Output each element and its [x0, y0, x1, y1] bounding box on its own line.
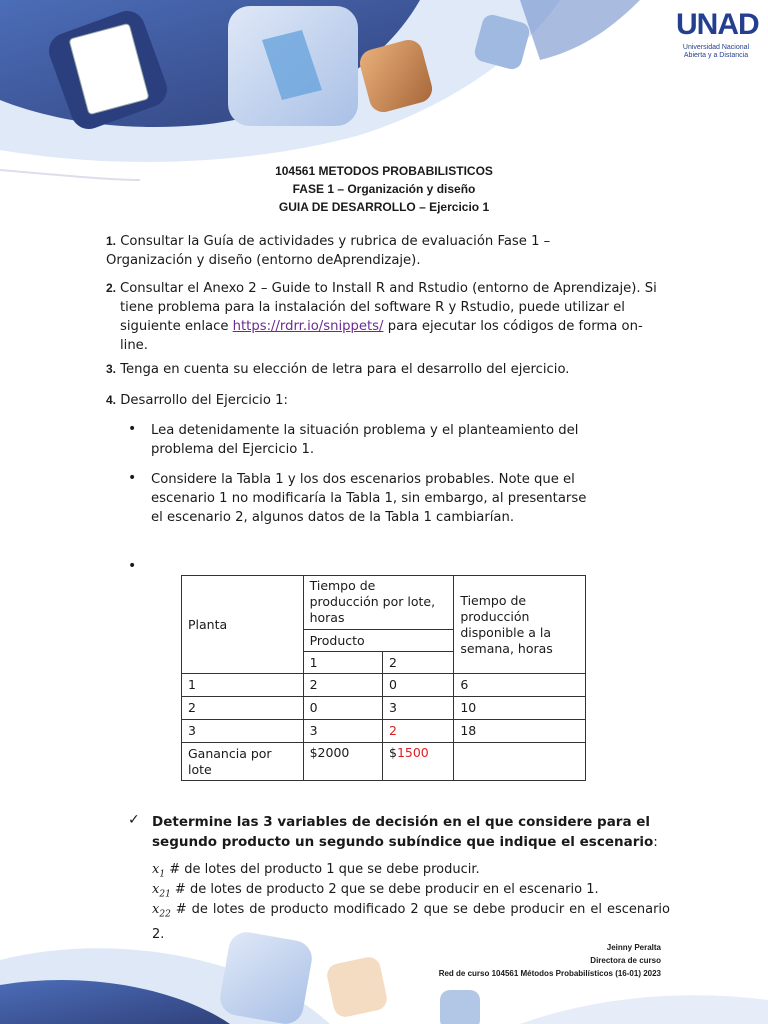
item-4-text: Desarrollo del Ejercicio 1: [120, 393, 288, 408]
logo-mark: UNAD [676, 8, 759, 41]
table-row [182, 720, 586, 743]
item-4: 4. Desarrollo del Ejercicio 1: [106, 393, 288, 408]
cell-p1: 2 [303, 674, 382, 697]
variable-x21: $x_{21}$ # de lotes de producto 2 que se debe producir en el escenario 1. [152, 882, 599, 900]
cell-planta: 3 [182, 720, 304, 743]
unad-logo [676, 6, 759, 60]
cell-ganancia-p1: $2000 [303, 743, 382, 781]
item-2-number: 2. [106, 281, 117, 295]
question-text: Determine las 3 variables de decisión en el que considere para el segundo producto un segundo subíndice que indique el escenario: [152, 814, 658, 850]
cell-empty [454, 743, 586, 781]
production-table [181, 575, 586, 781]
item-3-text: Tenga en cuenta su elección de letra para el desarrollo del ejercicio. [120, 362, 570, 377]
cell-disponible: 18 [454, 720, 586, 743]
cell-ganancia-label: Ganancia por lote [182, 743, 304, 781]
cell-planta: 2 [182, 697, 304, 720]
bullet-icon: • [128, 421, 137, 437]
bullet-1-text: Lea detenidamente la situación problema y el planteamiento del problema del Ejercicio 1. [151, 423, 579, 457]
logo-line-2: Abierta y a Distancia [683, 52, 749, 59]
bullet-icon: • [128, 558, 137, 574]
footer-role: Directora de curso [590, 956, 661, 965]
cell-disponible: 6 [454, 674, 586, 697]
footer-signature [439, 941, 661, 980]
variable-x22: $x_{22}$ # de lotes de producto modificado 2 que se debe producir en el escenario 2. [152, 902, 670, 942]
cell-planta: 1 [182, 674, 304, 697]
cell-ganancia-p2: $1500 [382, 743, 453, 781]
item-3: 3. Tenga en cuenta su elección de letra para el desarrollo del ejercicio. [106, 362, 570, 377]
item-2-text: Consultar el Anexo 2 – Guide to Install R and Rstudio (entorno de Aprendizaje). Si tiene problema para la instalación del software R y Rstudio, puede utilizar el siguiente enlace [120, 281, 657, 334]
cell-p2: 3 [382, 697, 453, 720]
footer-name: Jeinny Peralta [606, 943, 661, 952]
bullet-2-text: Considere la Tabla 1 y los dos escenarios probables. Note que el escenario 1 no modificaría la Tabla 1, sin embargo, al presentarse el escenario 2, algunos datos de la Tabla 1 cambiarían. [151, 472, 587, 525]
item-1-text: Consultar la Guía de actividades y rubrica de evaluación Fase 1 – Organización y diseño (entorno deAprendizaje). [106, 234, 551, 268]
footer-network: Red de curso 104561 Métodos Probabilísticos (16-01) 2023 [438, 969, 661, 978]
rdrr-snippets-link[interactable]: https://rdrr.io/snippets/ [232, 319, 384, 334]
header-planta: Planta [182, 576, 304, 674]
variable-x1: $x_1$ # de lotes del producto 1 que se debe producir. [152, 862, 480, 880]
item-1: 1. Consultar la Guía de actividades y rubrica de evaluación Fase 1 – Organización y diseño (entorno deAprendizaje). [106, 234, 551, 268]
header-producto-1: 1 [303, 652, 382, 674]
cell-disponible: 10 [454, 697, 586, 720]
item-2-text-after: para ejecutar los códigos de forma on-line. [120, 319, 643, 353]
header-tiempo-lote: Tiempo de producción por lote, horas [303, 576, 454, 630]
table-row [182, 697, 586, 720]
guide-title: GUIA DE DESARROLLO – Ejercicio 1 [278, 200, 490, 214]
checkmark-icon: ✓ [128, 812, 140, 828]
course-title: 104561 METODOS PROBABILISTICOS [275, 164, 493, 178]
highlighted-value: 1500 [396, 745, 429, 760]
bullet-icon: • [128, 470, 137, 486]
header-tiempo-disponible: Tiempo de producción disponible a la semana, horas [454, 576, 586, 674]
header-producto: Producto [303, 630, 454, 652]
document-header [0, 162, 768, 216]
table-row-ganancia [182, 743, 586, 781]
logo-line-1: Universidad Nacional [682, 44, 750, 51]
cell-p1: 0 [303, 697, 382, 720]
cell-p2-highlighted: 2 [382, 720, 453, 743]
cell-p2: 0 [382, 674, 453, 697]
table-row [182, 674, 586, 697]
phase-title: FASE 1 – Organización y diseño [292, 182, 476, 196]
header-producto-2: 2 [382, 652, 453, 674]
item-2 [120, 279, 660, 355]
cell-p1: 3 [303, 720, 382, 743]
